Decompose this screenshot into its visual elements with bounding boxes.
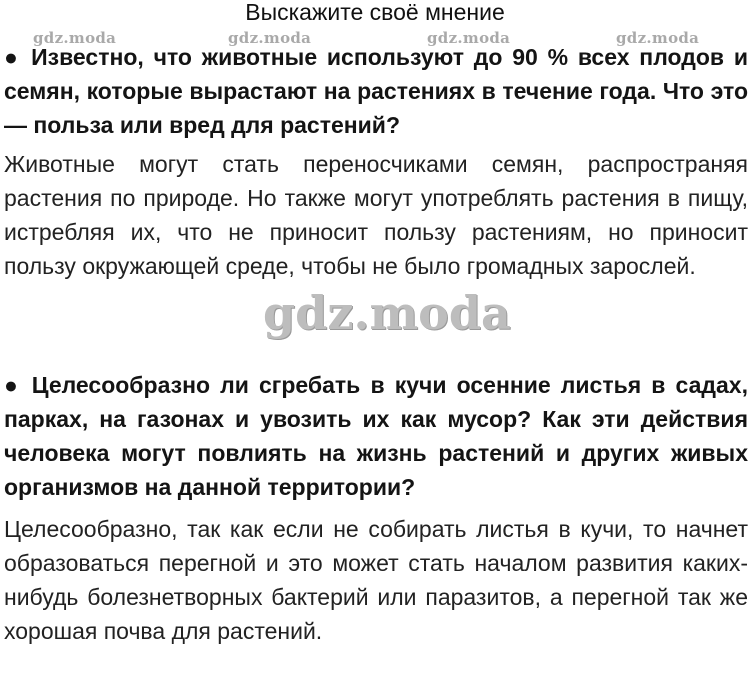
watermark-small: gdz.moda [228,29,312,47]
answer-2: Целесообразно, так как если не собирать листья в кучи, то начнет образоваться перегной и это может стать началом развития каких-нибудь болезнетворных бактерий или паразитов, а перегной так же хорошая почва для растений. [4,516,748,644]
page-title: Выскажите своё мнение [245,0,505,25]
answer-1: Животные могут стать переносчиками семян, распространяя растения по природе. Но также могут употреблять растения в пищу, истребляя их, что не приносит пользу растениям, но приносит пользу окружающей среде, чтобы не было громадных зарослей. [4,151,748,279]
watermark-small: gdz.moda [427,29,511,47]
watermark-large: gdz.moda [263,286,511,340]
question-1: ● Известно, что животные используют до 90 % всех плодов и семян, которые вырастают на растениях в течение года. Что это — польза или вред для растений? [4,44,748,138]
question-2: ● Целесообразно ли сгребать в кучи осенние листья в садах, парках, на газонах и увозить их как мусор? Как эти действия человека могут повлиять на жизнь растений и других живых организмов на данной территории? [4,372,748,500]
watermark-small: gdz.moda [616,29,700,47]
watermark-small: gdz.moda [33,29,117,47]
